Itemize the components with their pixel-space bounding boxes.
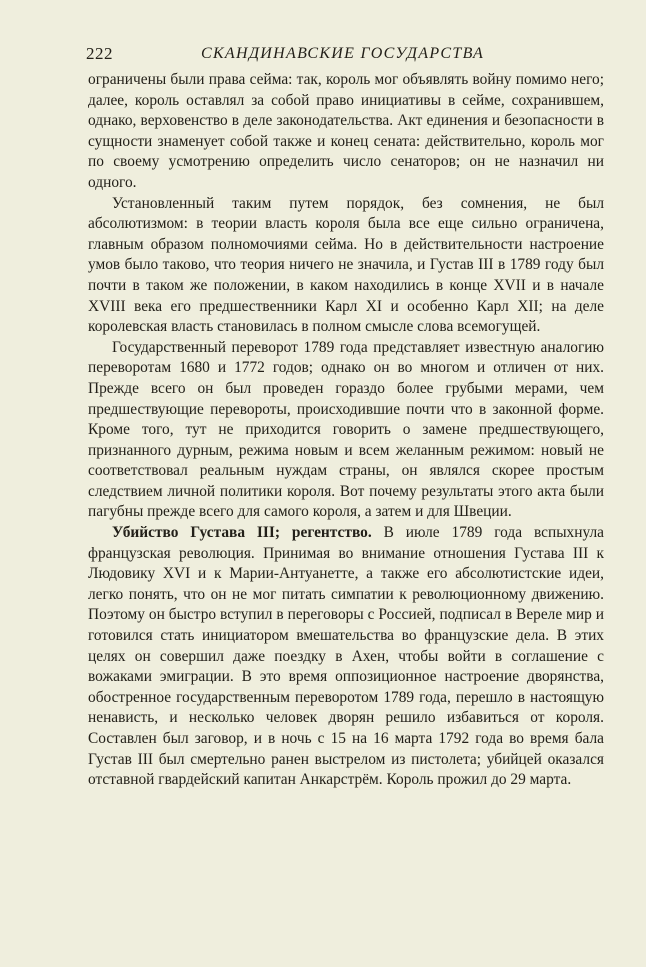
- paragraph-continued: ограничены были права сейма: так, король мог объявлять войну помимо него; далее, король оставлял за собой право инициативы в сейме, сохранившем, однако, верховенство в деле законодательства. Акт единения и безопасности в сущности знаменует собой также и конец сената: действительно, король мог по своему усмотрению определить число сенаторов; он не назначил ни одного.: [88, 71, 604, 191]
- paragraph-body: В июле 1789 года вспыхнула французская революция. Принимая во внимание отношения Густава III к Людовику XVI и к Марии-Антуанетте, а также его абсолютистские идеи, легко понять, что он не мог питать симпатии к революционному движению. Поэтому он быстро вступил в переговоры с Россией, подписал в Вереле мир и готовился стать инициатором вмешательства во французские дела. В этих целях он совершил даже поездку в Ахен, чтобы войти в соглашение с вожаками эмиграции. В это время оппозиционное настроение дворянства, обостренное государственным переворотом 1789 года, перешло в настоящую ненависть, и несколько человек дворян решило избавиться от короля. Составлен был заговор, и в ночь с 15 на 16 марта 1792 года во время бала Густав III был смертельно ранен выстрелом из пистолета; убийцей оказался отставной гвардейский капитан Анкарстрём. Король прожил до 29 марта.: [88, 524, 604, 789]
- running-head: СКАНДИНАВСКИЕ ГОСУДАРСТВА: [201, 45, 485, 62]
- section-heading: Убийство Густава III; регентство.: [112, 524, 372, 542]
- page-number: 222: [86, 44, 113, 63]
- paragraph: Государственный переворот 1789 года представляет известную аналогию переворотам 1680 и 1772 годов; однако он во многом и отличен от них. Прежде всего он был проведен гораздо более грубыми мерами, чем предшествующие перевороты, происходившие почти что в законной форме. Кроме того, тут не приходится говорить о замене предшествующего, признанного дурным, режима новым и всем желанным режимом: новый не соответствовал реальным нуждам страны, он являлся скорее простым следствием личной политики короля. Вот почему результаты этого акта были пагубны прежде всего для самого короля, а затем и для Швеции.: [88, 338, 604, 521]
- paragraph: Установленный таким путем порядок, без сомнения, не был абсолютизмом: в теории власть короля была все еще сильно ограничена, главным образом полномочиями сейма. Но в действительности настроение умов было таково, что теория ничего не значила, и Густав III в 1789 году был почти в таком же положении, в каком находились в конце XVII и в начале XVIII века его предшественники Карл XI и особенно Карл XII; на деле королевская власть становилась в полном смысле слова всемогущей.: [88, 194, 604, 336]
- body-text: [88, 70, 604, 791]
- paragraph-with-heading: [88, 523, 604, 791]
- page-header: [86, 44, 611, 68]
